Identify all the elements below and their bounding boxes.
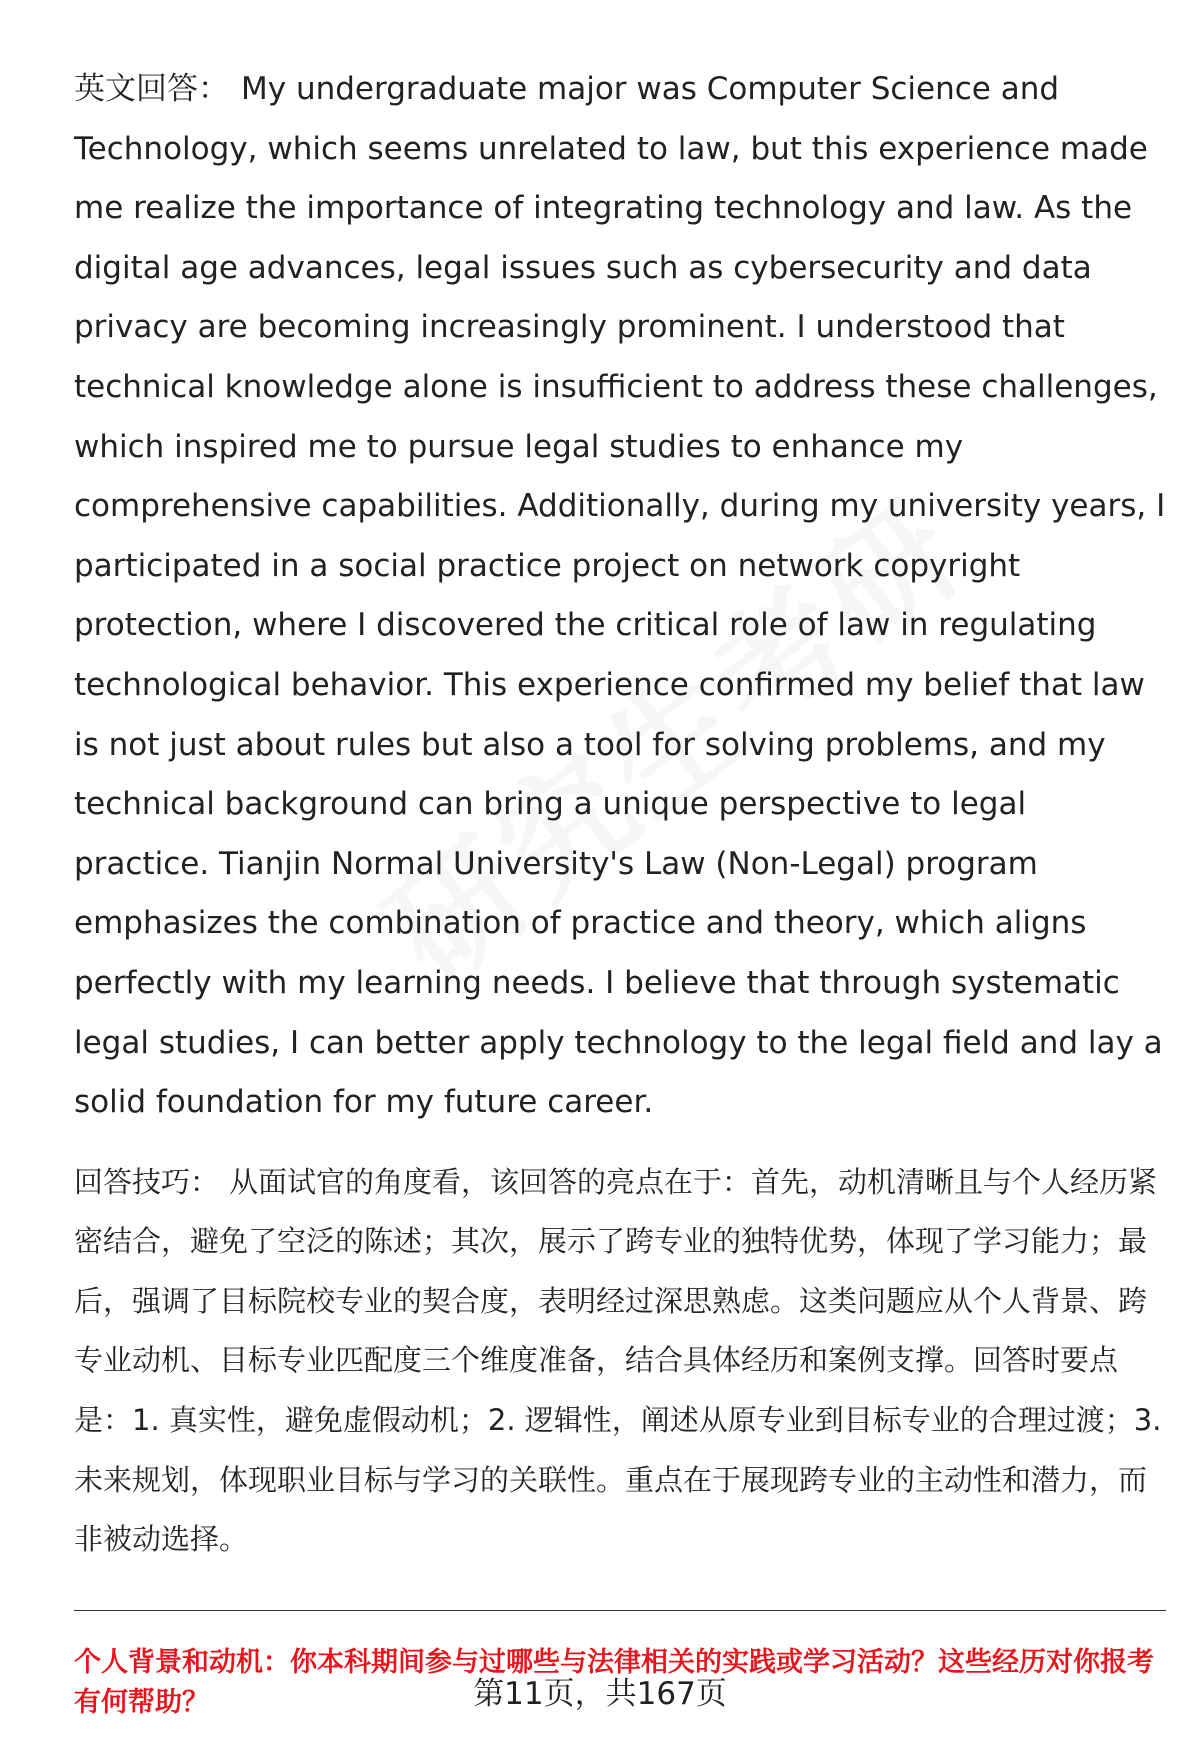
english-answer-label: 英文回答： [74, 71, 229, 107]
english-answer-paragraph [74, 60, 1166, 1133]
english-answer-text: My undergraduate major was Computer Science and Technology, which seems unrelated to law, but this experience made me realize the importance of integrating technology and law. As the digital age advances, legal issues such as cybersecurity and data privacy are becoming increasingly prominent. I understood that technical knowledge alone is insufficient to address these challenges, which inspired me to pursue legal studies to enhance my comprehensive capabilities. Additionally, during my university years, I participated in a social practice project on network copyright protection, where I discovered the critical role of law in regulating technological behavior. This experience confirmed my belief that law is not just about rules but also a tool for solving problems, and my technical background can bring a unique perspective to legal practice. Tianjin Normal University's Law (Non-Legal) program emphasizes the combination of practice and theory, which aligns perfectly with my learning needs. I believe that through systematic legal studies, I can better apply technology to the legal field and lay a solid foundation for my future career. [74, 71, 1166, 1121]
answer-tips-label: 回答技巧： [74, 1164, 220, 1199]
page-content [74, 60, 1166, 1723]
section-divider [74, 1610, 1166, 1611]
answer-tips-paragraph [74, 1153, 1166, 1570]
answer-tips-text: 从面试官的角度看，该回答的亮点在于：首先，动机清晰且与个人经历紧密结合，避免了空泛的陈述；其次，展示了跨专业的独特优势，体现了学习能力；最后，强调了目标院校专业的契合度，表明经过深思熟虑。这类问题应从个人背景、跨专业动机、目标专业匹配度三个维度准备，结合具体经历和案例支撑。回答时要点是：1. 真实性，避免虚假动机；2. 逻辑性，阐述从原专业到目标专业的合理过渡；3. 未来规划，体现职业目标与学习的关联性。重点在于展现跨专业的主动性和潜力，而非被动选择。 [74, 1164, 1162, 1557]
next-question-heading: 个人背景和动机：你本科期间参与过哪些与法律相关的实践或学习活动？这些经历对你报考有何帮助？ [74, 1646, 1154, 1718]
page-number-footer: 第11页，共167页 [473, 1676, 727, 1712]
